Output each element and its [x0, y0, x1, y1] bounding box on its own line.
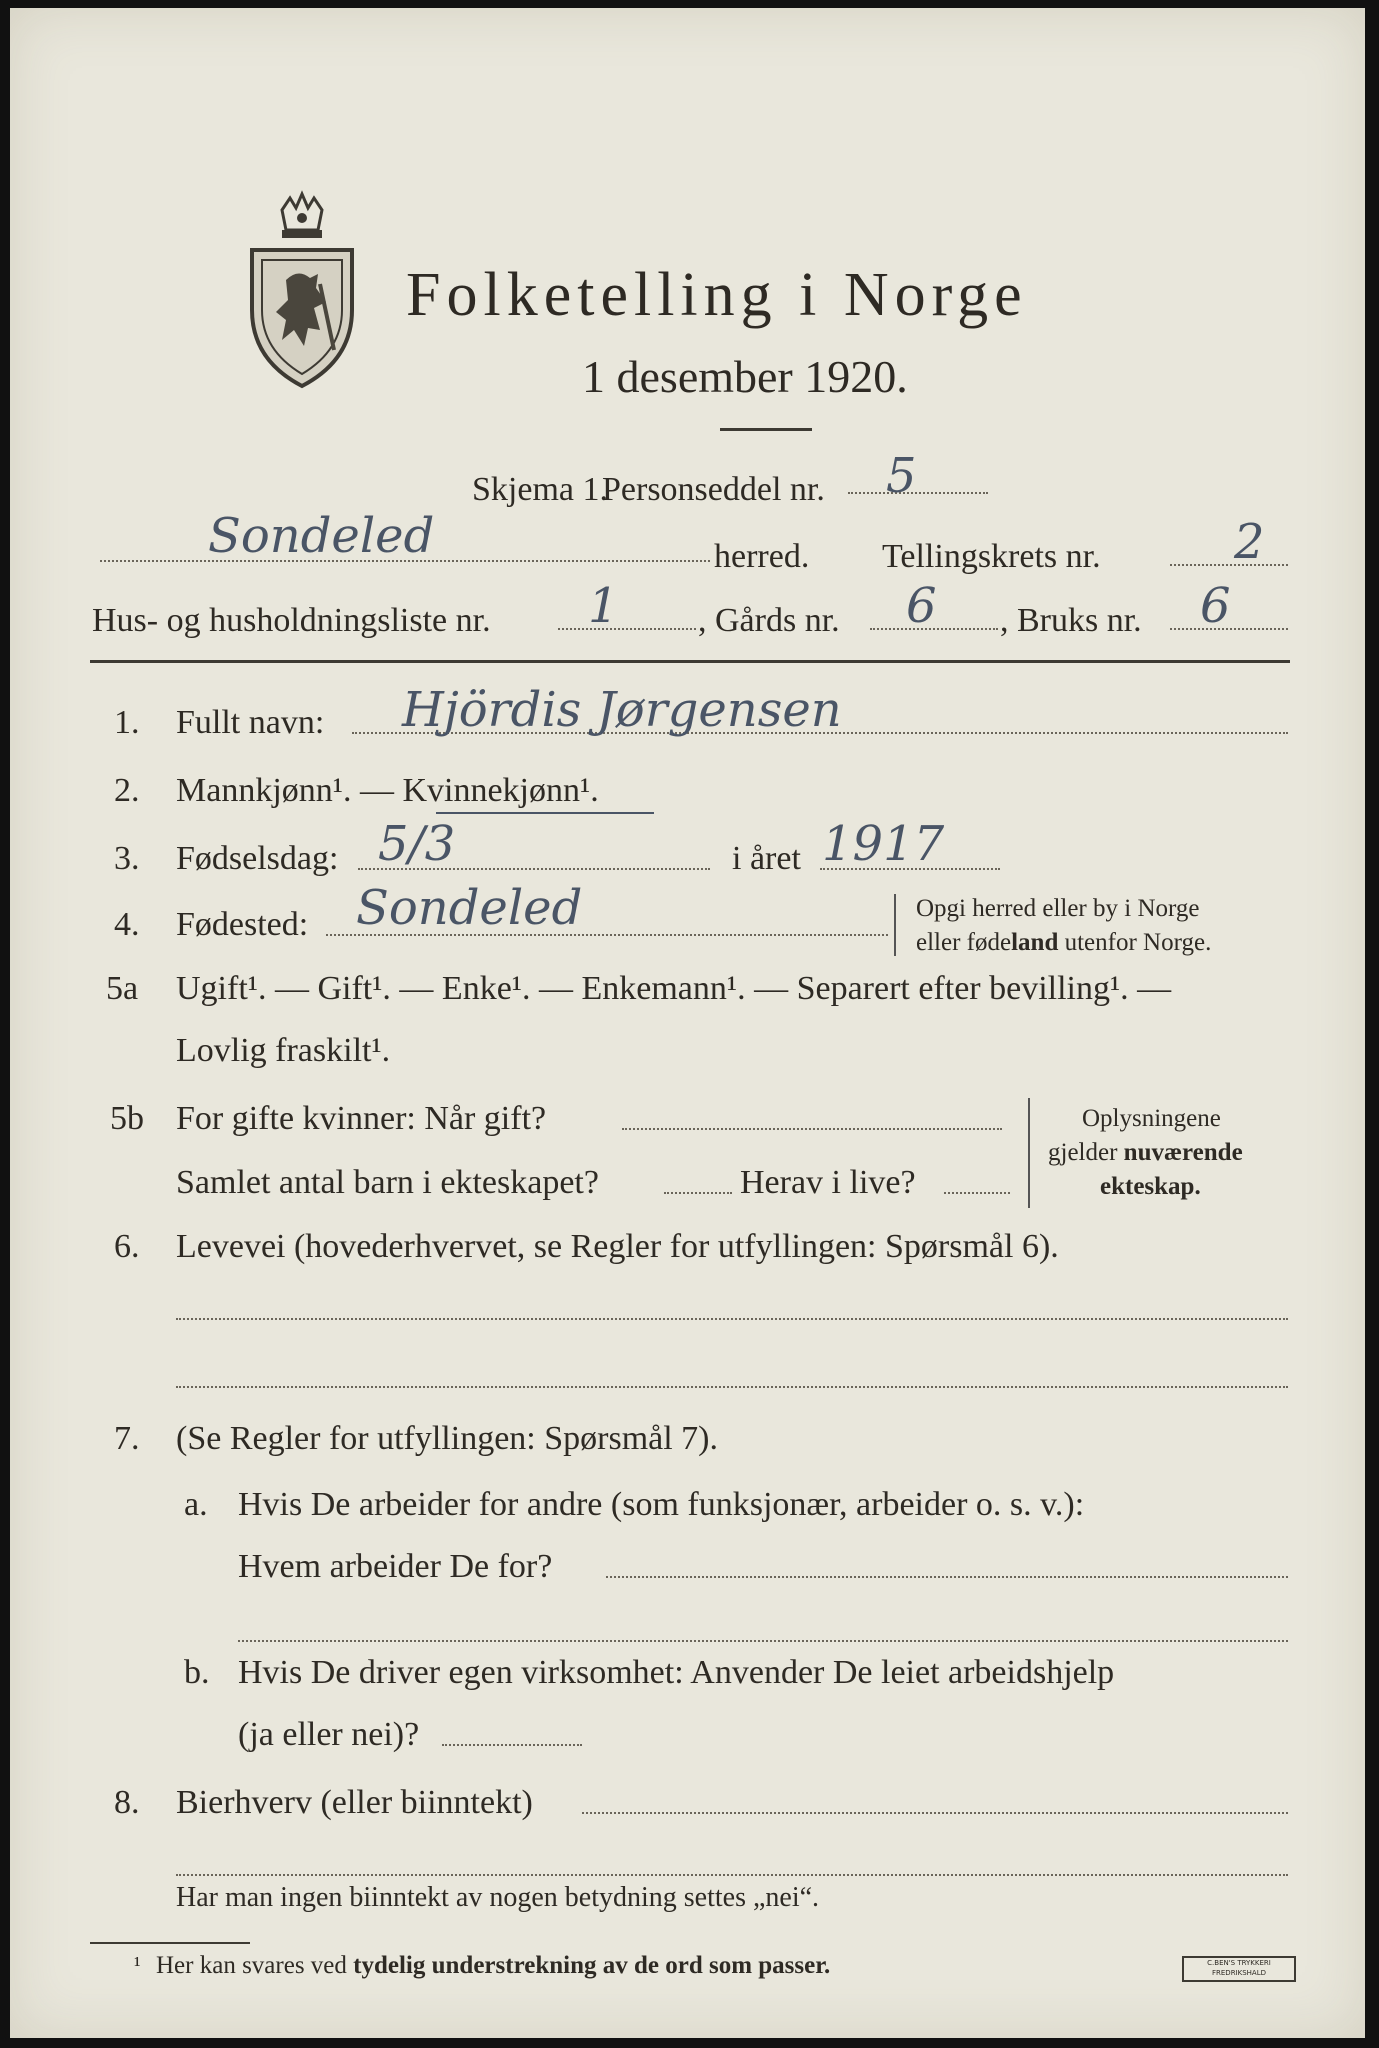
- q5b-married-when-label: For gifte kvinner: Når gift?: [176, 1100, 547, 1137]
- tellingskrets-label: Tellingskrets nr.: [882, 538, 1101, 575]
- q7a-line1: Hvis De arbeider for andre (som funksjonær, arbeider o. s. v.):: [238, 1486, 1085, 1523]
- footnote-rule: [90, 1942, 250, 1944]
- q5a-marital-options-cont[interactable]: Lovlig fraskilt¹.: [176, 1032, 391, 1069]
- q5b-note-line1: Oplysningene: [1082, 1105, 1221, 1132]
- q8-note: Har man ingen biinntekt av nogen betydning settes „nei“.: [176, 1882, 820, 1913]
- q3-label: Fødselsdag:: [176, 840, 339, 877]
- q7b-hired-help-line[interactable]: [442, 1744, 582, 1746]
- q3-number: 3.: [114, 840, 140, 877]
- skjema-label: Skjema 1.: [472, 471, 608, 508]
- gards-label: , Gårds nr.: [698, 602, 840, 639]
- q1-fullname-value[interactable]: Hjördis Jørgensen: [402, 682, 842, 738]
- q5b-alive-line[interactable]: [944, 1192, 1010, 1194]
- q3-birthyear-value[interactable]: 1917: [822, 816, 945, 872]
- q3-birthday-value[interactable]: 5/3: [378, 816, 456, 872]
- footnote-text: Her kan svares ved tydelig understrekning av de ord som passer.: [156, 1952, 831, 1979]
- footnote-mark: ¹: [134, 1952, 141, 1977]
- herred-label: herred.: [714, 538, 810, 575]
- q7a-employer-line-2[interactable]: [238, 1640, 1288, 1642]
- census-date: 1 desember 1920.: [582, 351, 908, 402]
- title-divider: [720, 428, 812, 431]
- q7a-employer-label: Hvem arbeider De for?: [238, 1548, 553, 1585]
- q4-note-brace: [894, 894, 896, 956]
- q7b-letter: b.: [184, 1654, 210, 1691]
- q4-label: Fødested:: [176, 906, 309, 943]
- q1-label: Fullt navn:: [176, 704, 325, 741]
- tellingskrets-line: [1170, 564, 1288, 566]
- personseddel-label: Personseddel nr.: [602, 471, 825, 508]
- husholdningsliste-line: [558, 628, 696, 630]
- q2-kvinnekjonn-underline: [436, 812, 654, 814]
- q5a-number: 5a: [106, 970, 139, 1007]
- gards-value[interactable]: 6: [906, 578, 937, 634]
- q7-number: 7.: [114, 1420, 140, 1457]
- q5b-children-line[interactable]: [664, 1192, 732, 1194]
- q6-label: Levevei (hovederhvervet, se Regler for utfyllingen: Spørsmål 6).: [176, 1228, 1059, 1265]
- q5b-alive-label: Herav i live?: [740, 1164, 916, 1201]
- q4-note-line1: Opgi herred eller by i Norge: [916, 895, 1200, 922]
- bruks-label: , Bruks nr.: [1000, 602, 1142, 639]
- q5b-children-label: Samlet antal barn i ekteskapet?: [176, 1164, 599, 1201]
- q5b-note-line3: ekteskap.: [1100, 1173, 1201, 1200]
- husholdningsliste-value[interactable]: 1: [588, 578, 619, 634]
- q5b-married-when-line[interactable]: [622, 1128, 1002, 1130]
- form-title: Folketelling i Norge: [406, 261, 1028, 329]
- personseddel-value[interactable]: 5: [886, 448, 917, 504]
- q6-number: 6.: [114, 1228, 140, 1265]
- q6-line-2[interactable]: [176, 1386, 1288, 1388]
- q8-line[interactable]: [582, 1812, 1288, 1814]
- q5b-number: 5b: [110, 1100, 144, 1137]
- norway-coat-of-arms-icon: [238, 190, 366, 390]
- q5a-marital-options[interactable]: Ugift¹. — Gift¹. — Enke¹. — Enkemann¹. — Separert efter bevilling¹. —: [176, 970, 1172, 1007]
- bruks-value[interactable]: 6: [1200, 578, 1231, 634]
- q1-number: 1.: [114, 704, 140, 741]
- q4-birthplace-value[interactable]: Sondeled: [356, 880, 583, 936]
- q5b-note-line2: gjelder nuværende: [1048, 1139, 1243, 1166]
- header-separator: [90, 660, 1290, 663]
- herred-value[interactable]: Sondeled: [208, 508, 435, 564]
- husholdningsliste-label: Hus- og husholdningsliste nr.: [92, 602, 491, 639]
- q8-line-2[interactable]: [176, 1874, 1288, 1876]
- q4-note-line2: eller fødeland utenfor Norge.: [916, 929, 1212, 956]
- q5b-note-brace: [1028, 1098, 1030, 1208]
- q8-number: 8.: [114, 1784, 140, 1821]
- tellingskrets-value[interactable]: 2: [1234, 514, 1265, 570]
- census-form-page: [10, 8, 1365, 2038]
- q7-label: (Se Regler for utfyllingen: Spørsmål 7).: [176, 1420, 719, 1457]
- q8-label: Bierhverv (eller biinntekt): [176, 1784, 533, 1821]
- q6-line-1[interactable]: [176, 1318, 1288, 1320]
- q7b-line1: Hvis De driver egen virksomhet: Anvender De leiet arbeidshjelp: [238, 1654, 1115, 1691]
- q7b-hired-help-label: (ja eller nei)?: [238, 1716, 420, 1753]
- q3-year-label: i året: [732, 840, 801, 877]
- printer-stamp: C.BEN'S TRYKKERI FREDRIKSHALD: [1182, 1956, 1296, 1982]
- personseddel-line: [848, 492, 988, 494]
- q7a-letter: a.: [184, 1486, 208, 1523]
- q2-number: 2.: [114, 772, 140, 809]
- q7a-employer-line[interactable]: [606, 1576, 1288, 1578]
- q4-number: 4.: [114, 906, 140, 943]
- q2-gender-options[interactable]: Mannkjønn¹. — Kvinnekjønn¹.: [176, 772, 599, 809]
